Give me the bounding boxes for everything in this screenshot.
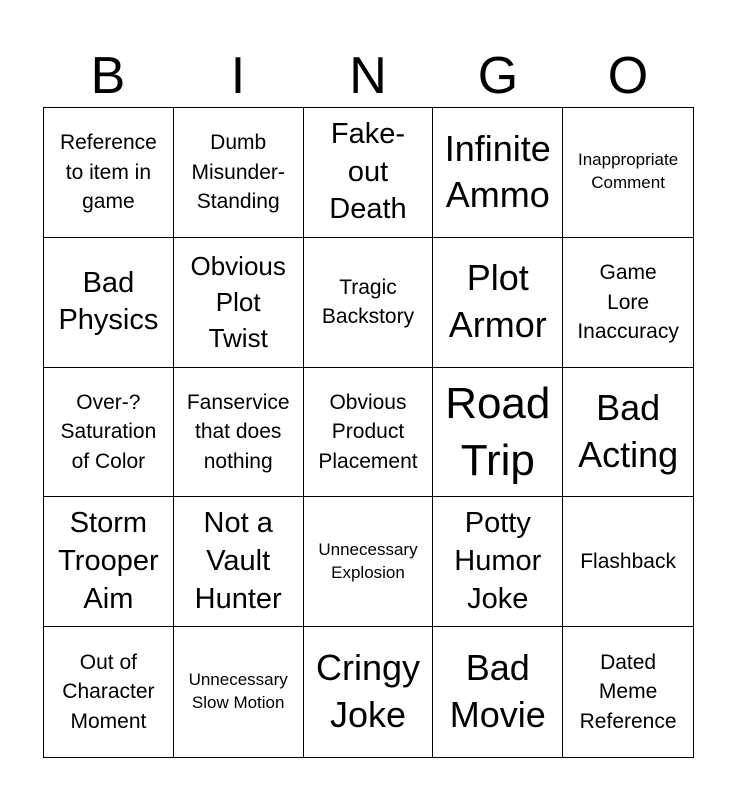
bingo-cell-5-2[interactable] — [174, 627, 304, 757]
cell-text: Dated Meme Reference — [579, 651, 677, 733]
cell-text: Not a Vault Hunter — [194, 507, 282, 615]
bingo-cell-3-1[interactable] — [44, 368, 174, 498]
header-letter-i: I — [230, 47, 246, 105]
cell-text: Inappropriate Comment — [578, 150, 679, 193]
cell-text: Dumb Misunder- Standing — [191, 131, 285, 214]
bingo-cell-4-2[interactable] — [174, 497, 304, 627]
cell-text: Flashback — [580, 550, 676, 574]
cell-text: Reference to item in game — [59, 131, 157, 214]
cell-text: Plot Armor — [448, 257, 547, 346]
bingo-cell-4-5[interactable] — [563, 497, 693, 627]
bingo-cell-2-3[interactable] — [304, 238, 434, 368]
bingo-cell-2-5[interactable] — [563, 238, 693, 368]
cell-text: Obvious Plot Twist — [190, 250, 286, 354]
bingo-cell-3-2[interactable] — [174, 368, 304, 498]
cell-text: Bad Movie — [449, 647, 546, 736]
bingo-cell-1-2[interactable] — [174, 108, 304, 238]
bingo-cell-1-1[interactable] — [44, 108, 174, 238]
bingo-cell-1-3[interactable] — [304, 108, 434, 238]
cell-text: Obvious Product Placement — [318, 390, 418, 473]
header-letter-n: N — [349, 47, 387, 105]
cell-text: Out of Character Moment — [62, 651, 155, 733]
bingo-cell-4-1[interactable] — [44, 497, 174, 627]
header-letter-g: G — [477, 47, 519, 105]
bingo-cell-4-3[interactable] — [304, 497, 434, 627]
bingo-cell-2-1[interactable] — [44, 238, 174, 368]
header-letter-o: O — [607, 47, 649, 105]
cell-text: Game Lore Inaccuracy — [577, 261, 679, 343]
bingo-cell-3-5[interactable] — [563, 368, 693, 498]
cell-text: Storm Trooper Aim — [58, 507, 159, 615]
bingo-cell-3-4[interactable] — [433, 368, 563, 498]
cell-text: Unnecessary Slow Motion — [188, 670, 288, 713]
cell-text: Cringy Joke — [315, 647, 420, 736]
cell-text: Fanservice that does nothing — [186, 390, 290, 473]
bingo-grid — [43, 107, 694, 758]
bingo-cell-5-4[interactable] — [433, 627, 563, 757]
bingo-cell-2-2[interactable] — [174, 238, 304, 368]
bingo-header — [43, 46, 693, 106]
bingo-cell-3-3[interactable] — [304, 368, 434, 498]
cell-text: Potty Humor Joke — [454, 507, 542, 615]
bingo-cell-4-4[interactable] — [433, 497, 563, 627]
cell-text: Tragic Backstory — [321, 275, 415, 329]
bingo-cell-1-4[interactable] — [433, 108, 563, 238]
cell-text: Unnecessary Explosion — [318, 539, 418, 582]
cell-text: Fake- out Death — [329, 117, 407, 226]
bingo-cell-2-4[interactable] — [433, 238, 563, 368]
bingo-cell-5-3[interactable] — [304, 627, 434, 757]
bingo-cell-1-5[interactable] — [563, 108, 693, 238]
bingo-cell-5-1[interactable] — [44, 627, 174, 757]
cell-text: Bad Physics — [58, 266, 159, 337]
bingo-cell-5-5[interactable] — [563, 627, 693, 757]
header-letter-b: B — [90, 47, 126, 105]
cell-text: Infinite Ammo — [444, 127, 551, 216]
cell-text: Over-? Saturation of Color — [60, 390, 157, 473]
cell-text: Road Trip — [445, 378, 551, 485]
cell-text: Bad Acting — [578, 387, 679, 475]
